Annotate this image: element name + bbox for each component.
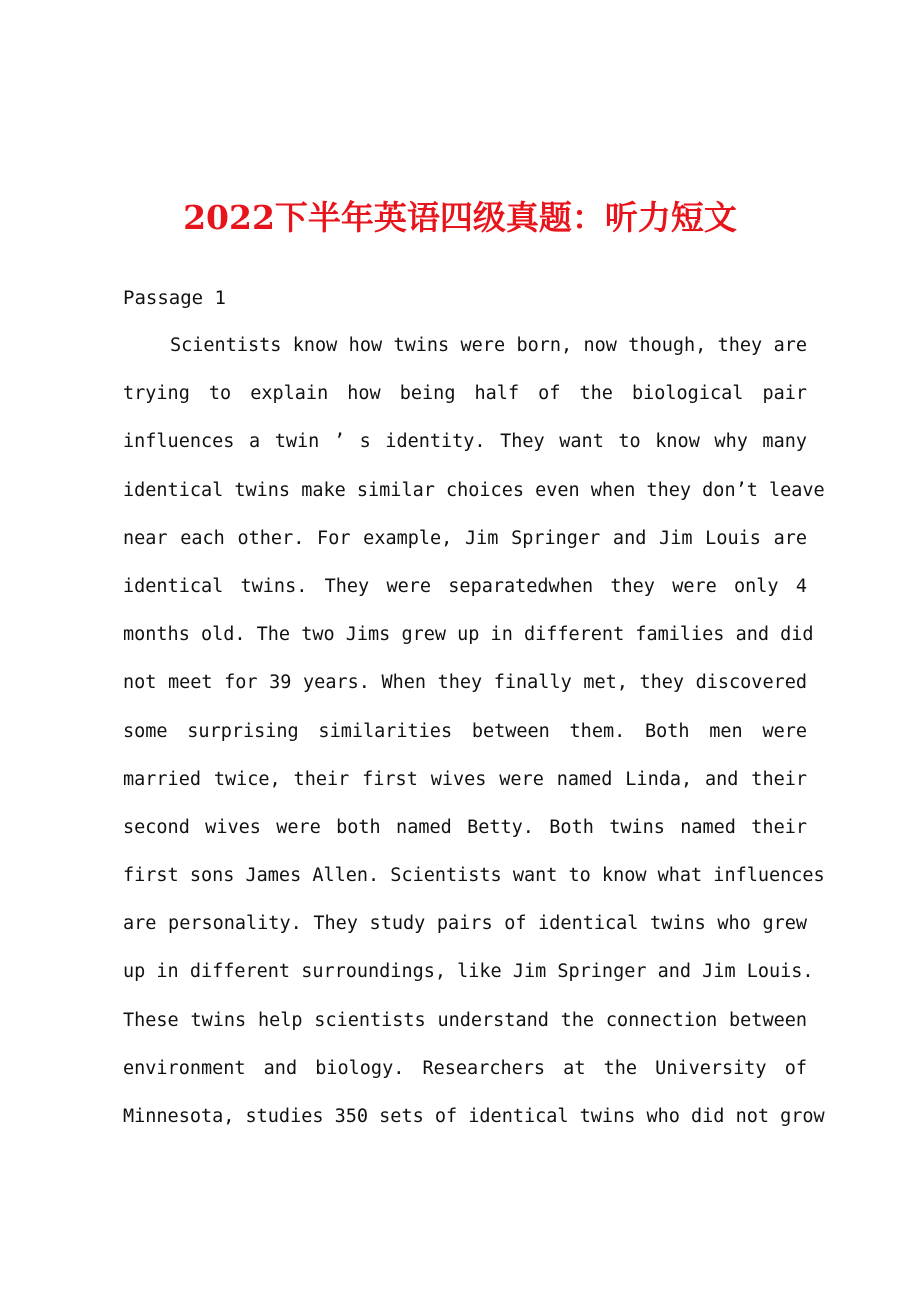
passage-line: married twice, their first wives were named Linda, and their [123,768,807,790]
passage-line: identical twins make similar choices even when they don’t leave [123,479,825,501]
passage-line: influences a twin ’ s identity. They want to know why many [123,431,807,453]
passage-line: some surprising similarities between them. Both men were [123,720,807,742]
passage-line: not meet for 39 years. When they finally met, they discovered [123,672,807,694]
passage-line: months old. The two Jims grew up in different families and did [123,624,814,646]
passage-line: Scientists know how twins were born, now though, they are [170,335,807,356]
passage-line: Minnesota, studies 350 sets of identical twins who did not grow [123,1106,825,1127]
passage-line: first sons James Allen. Scientists want to know what influences [123,865,825,887]
passage-line: trying to explain how being half of the biological pair [123,383,807,405]
passage-line: up in different surroundings, like Jim Springer and Jim Louis. [123,961,814,983]
passage-line: identical twins. They were separatedwhen they were only 4 [123,575,807,597]
passage-body [123,332,825,1151]
passage-line: second wives were both named Betty. Both twins named their [123,816,807,838]
passage-label: Passage 1 [123,287,226,309]
document-title: 2022下半年英语四级真题：听力短文 [183,198,737,237]
passage-line: environment and biology. Researchers at the University of [123,1057,807,1079]
passage-line: near each other. For example, Jim Springer and Jim Louis are [123,527,807,549]
passage-line: These twins help scientists understand the connection between [123,1009,807,1031]
passage-line: are personality. They study pairs of identical twins who grew [123,913,807,935]
